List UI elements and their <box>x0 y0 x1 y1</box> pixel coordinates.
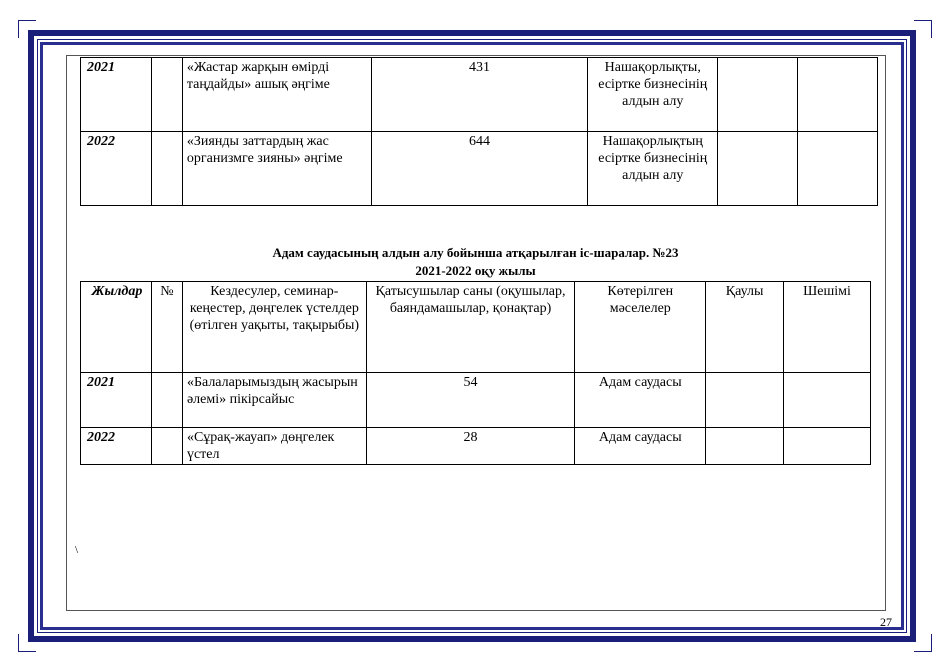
section-title: Адам саудасының алдын алу бойынша атқарылған іс-шаралар. №23 <box>272 245 679 260</box>
stray-mark: \ <box>75 544 79 556</box>
header-event: Кездесулер, семинар-кеңестер, дөңгелек үстелдер (өтілген уақыты, тақырыбы) <box>182 282 366 373</box>
border-corner-top-right <box>914 20 932 38</box>
number-cell <box>151 373 182 428</box>
section-subtitle: 2021-2022 оқу жылы <box>415 263 536 278</box>
header-participants: Қатысушылар саны (оқушылар, баяндамашылар, қонақтар) <box>366 282 575 373</box>
solution-cell <box>798 58 878 132</box>
year-cell: 2022 <box>81 132 152 206</box>
issues-cell: Нашақорлықтың есіртке бизнесінің алдын алу <box>588 132 718 206</box>
header-years: Жылдар <box>81 282 152 373</box>
decision-cell <box>706 373 784 428</box>
decision-cell <box>706 428 784 465</box>
participants-cell: 431 <box>371 58 588 132</box>
issues-cell: Адам саудасы <box>575 428 706 465</box>
issues-cell: Адам саудасы <box>575 373 706 428</box>
year-cell: 2021 <box>81 58 152 132</box>
solution-cell <box>784 373 871 428</box>
event-cell: «Зиянды заттардың жас организмге зияны» әңгіме <box>182 132 371 206</box>
participants-cell: 644 <box>371 132 588 206</box>
header-decision: Қаулы <box>706 282 784 373</box>
event-cell: «Сұрақ-жауап» дөңгелек үстел <box>182 428 366 465</box>
border-corner-bottom-right <box>914 634 932 652</box>
table-row <box>81 373 871 428</box>
year-cell: 2021 <box>81 373 152 428</box>
solution-cell <box>784 428 871 465</box>
participants-cell: 28 <box>366 428 575 465</box>
number-cell <box>151 58 182 132</box>
event-cell: «Балаларымыздың жасырын әлемі» пікірсайыс <box>182 373 366 428</box>
decision-cell <box>718 58 798 132</box>
decision-cell <box>718 132 798 206</box>
header-issues: Көтерілген мәселелер <box>575 282 706 373</box>
header-number: № <box>151 282 182 373</box>
header-solution: Шешімі <box>784 282 871 373</box>
event-cell: «Жастар жарқын өмірді таңдайды» ашық әңгіме <box>182 58 371 132</box>
number-cell <box>151 132 182 206</box>
year-cell: 2022 <box>81 428 152 465</box>
table-row <box>81 58 878 132</box>
page-number: 27 <box>880 615 892 629</box>
events-table-drugs <box>80 57 878 206</box>
table-header-row <box>81 282 871 373</box>
solution-cell <box>798 132 878 206</box>
table-row <box>81 132 878 206</box>
number-cell <box>151 428 182 465</box>
table-row <box>81 428 871 465</box>
events-table-trafficking <box>80 281 871 465</box>
issues-cell: Нашақорлықты, есіртке бизнесінің алдын алу <box>588 58 718 132</box>
participants-cell: 54 <box>366 373 575 428</box>
